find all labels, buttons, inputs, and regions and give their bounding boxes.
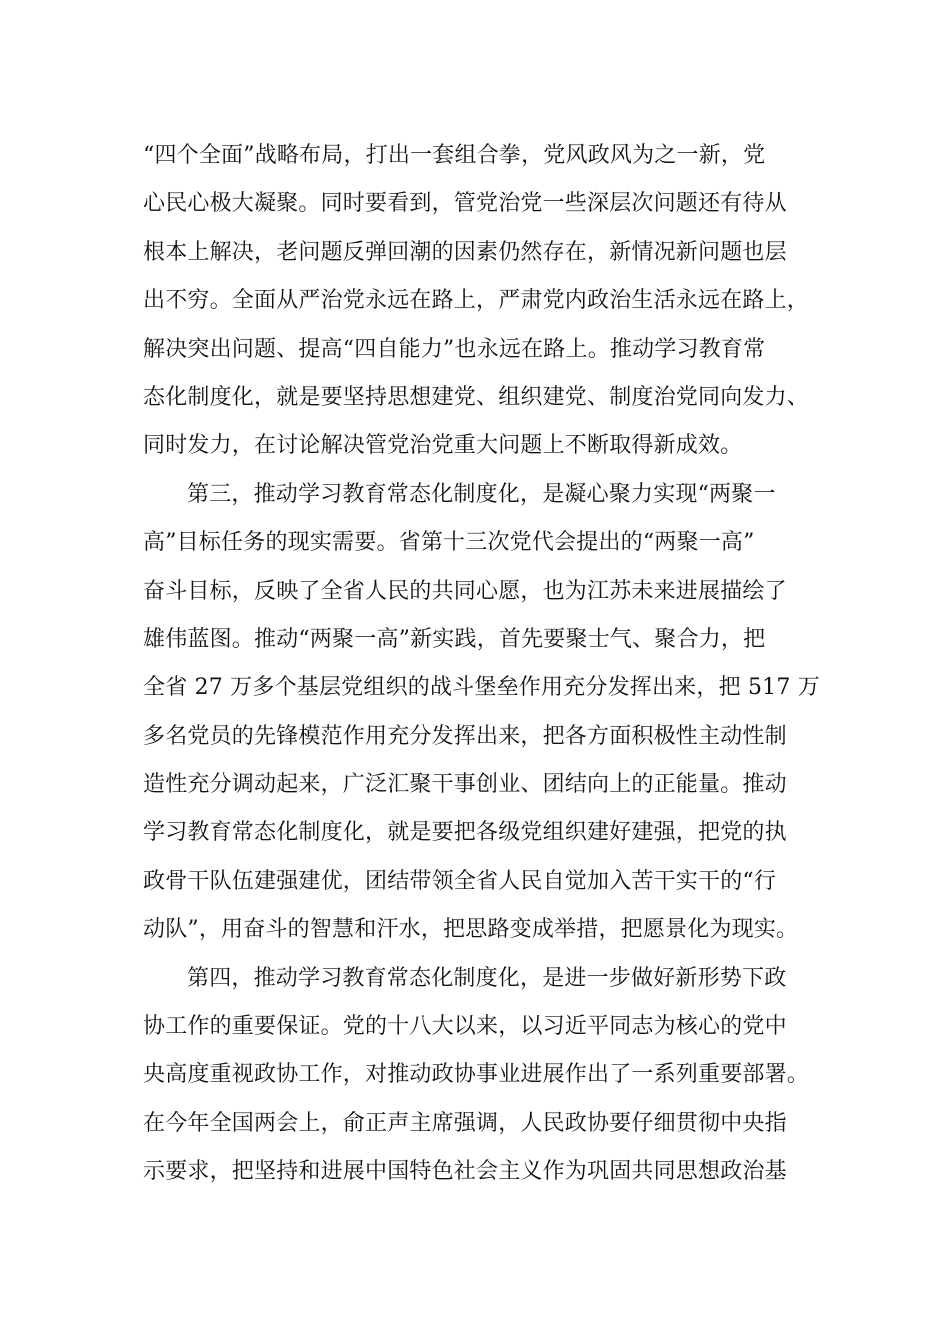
paragraph-first-line: 第三，推动学习教育常态化制度化，是凝心聚力实现“两聚一 — [187, 481, 776, 507]
text-line: 央高度重视政协工作，对推动政协事业进展作出了一系列重要部署。 — [143, 1062, 810, 1088]
text-line: 高”目标任务的现实需要。省第十三次党代会提出的“两聚一高” — [143, 530, 755, 556]
text-line: 造性充分调动起来，广泛汇聚干事创业、团结向上的正能量。推动 — [143, 772, 787, 798]
text-line: 政骨干队伍建强建优，团结带领全省人民自觉加入苦干实干的“行 — [143, 868, 777, 894]
text-line: 心民心极大凝聚。同时要看到，管党治党一些深层次问题还有待从 — [143, 191, 787, 217]
text-line: 全省 27 万多个基层党组织的战斗堡垒作用充分发挥出来，把 517 万 — [143, 675, 820, 701]
text-line: 学习教育常态化制度化，就是要把各级党组织建好建强，把党的执 — [143, 820, 787, 846]
text-line: 动队”，用奋斗的智慧和汗水，把思路变成举措，把愿景化为现实。 — [143, 917, 799, 943]
text-line: 雄伟蓝图。推动“两聚一高”新实践，首先要聚士气、聚合力，把 — [143, 626, 766, 652]
text-line: 奋斗目标，反映了全省人民的共同心愿，也为江苏未来进展描绘了 — [143, 578, 787, 604]
text-line: 协工作的重要保证。党的十八大以来，以习近平同志为核心的党中 — [143, 1014, 787, 1040]
text-line: 根本上解决，老问题反弹回潮的因素仍然存在，新情况新问题也层 — [143, 239, 787, 265]
document-body — [143, 132, 843, 1197]
text-line: 在今年全国两会上，俞正声主席强调，人民政协要仔细贯彻中央指 — [143, 1110, 787, 1136]
paragraph-first-line: 第四，推动学习教育常态化制度化，是进一步做好新形势下政 — [187, 965, 787, 991]
text-line: 示要求，把坚持和进展中国特色社会主义作为巩固共同思想政治基 — [143, 1159, 787, 1185]
text-line: 多名党员的先锋模范作用充分发挥出来，把各方面积极性主动性制 — [143, 723, 787, 749]
text-line: 态化制度化，就是要坚持思想建党、组织建党、制度治党同向发力、 — [143, 384, 810, 410]
text-line: 解决突出问题、提高“四自能力”也永远在路上。推动学习教育常 — [143, 336, 766, 362]
text-line: 出不穷。全面从严治党永远在路上，严肃党内政治生活永远在路上， — [143, 288, 810, 314]
text-line: 同时发力，在讨论解决管党治党重大问题上不断取得新成效。 — [143, 433, 743, 459]
text-line: “四个全面”战略布局，打出一套组合拳，党风政风为之一新，党 — [143, 143, 766, 168]
